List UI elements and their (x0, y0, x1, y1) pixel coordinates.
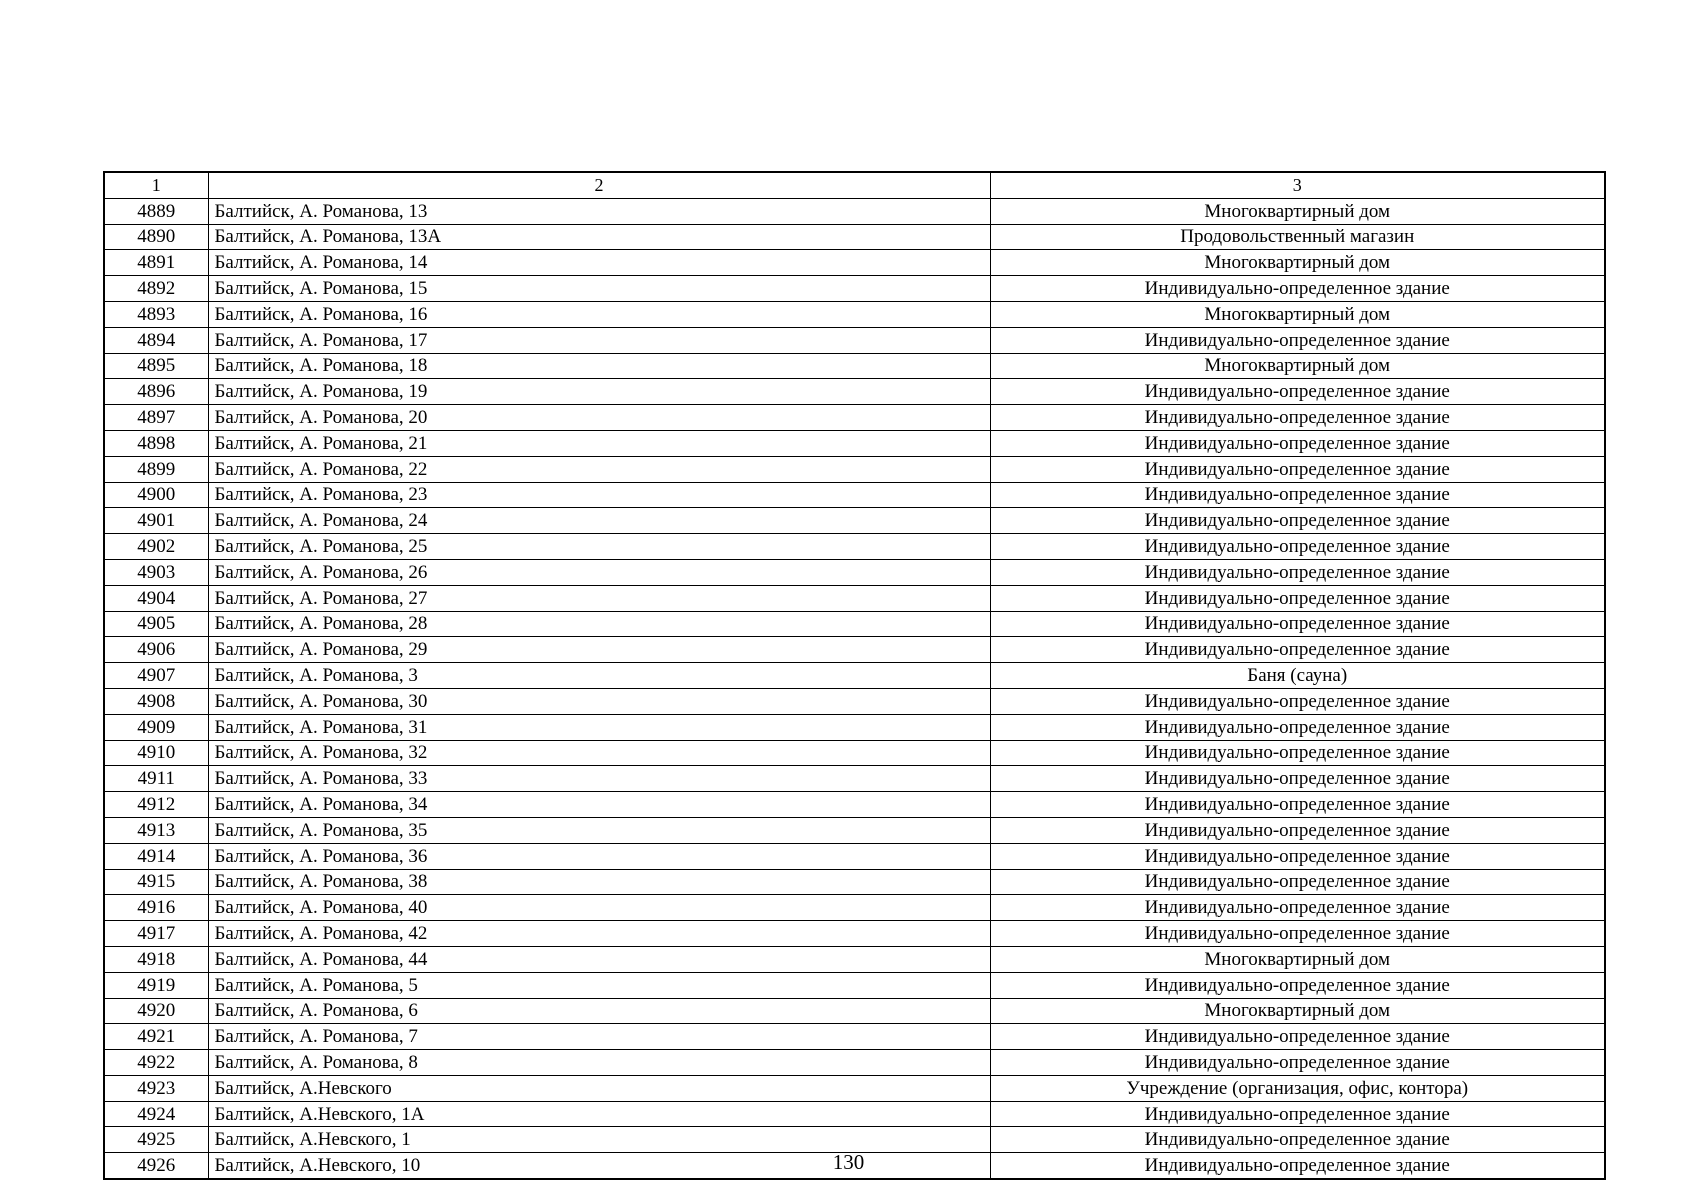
row-number-cell: 4915 (104, 869, 208, 895)
address-cell: Балтийск, А. Романова, 23 (208, 482, 990, 508)
row-number-cell: 4914 (104, 843, 208, 869)
table-row (104, 688, 1605, 714)
object-type-cell: Индивидуально-определенное здание (990, 792, 1605, 818)
address-cell: Балтийск, А. Романова, 32 (208, 740, 990, 766)
row-number-cell: 4912 (104, 792, 208, 818)
table-row (104, 1075, 1605, 1101)
object-type-cell: Индивидуально-определенное здание (990, 559, 1605, 585)
object-type-cell: Индивидуально-определенное здание (990, 688, 1605, 714)
address-cell: Балтийск, А. Романова, 15 (208, 276, 990, 302)
row-number-cell: 4923 (104, 1075, 208, 1101)
address-cell: Балтийск, А. Романова, 24 (208, 508, 990, 534)
row-number-cell: 4896 (104, 379, 208, 405)
object-type-cell: Многоквартирный дом (990, 250, 1605, 276)
registry-table (103, 171, 1606, 1180)
table-row (104, 611, 1605, 637)
address-cell: Балтийск, А. Романова, 13 (208, 198, 990, 224)
address-cell: Балтийск, А. Романова, 8 (208, 1050, 990, 1076)
address-cell: Балтийск, А. Романова, 25 (208, 534, 990, 560)
table-row (104, 534, 1605, 560)
address-cell: Балтийск, А. Романова, 22 (208, 456, 990, 482)
object-type-cell: Индивидуально-определенное здание (990, 585, 1605, 611)
column-number-row (104, 172, 1605, 198)
registry-table-body (104, 172, 1605, 1179)
address-cell: Балтийск, А. Романова, 36 (208, 843, 990, 869)
table-row (104, 714, 1605, 740)
table-row (104, 379, 1605, 405)
address-cell: Балтийск, А. Романова, 30 (208, 688, 990, 714)
row-number-cell: 4926 (104, 1153, 208, 1179)
object-type-cell: Индивидуально-определенное здание (990, 972, 1605, 998)
object-type-cell: Индивидуально-определенное здание (990, 508, 1605, 534)
object-type-cell: Индивидуально-определенное здание (990, 766, 1605, 792)
row-number-cell: 4893 (104, 301, 208, 327)
object-type-cell: Индивидуально-определенное здание (990, 1153, 1605, 1179)
page-number: 130 (832, 1150, 865, 1174)
address-cell: Балтийск, А.Невского (208, 1075, 990, 1101)
object-type-cell: Индивидуально-определенное здание (990, 534, 1605, 560)
object-type-cell: Индивидуально-определенное здание (990, 405, 1605, 431)
address-cell: Балтийск, А. Романова, 31 (208, 714, 990, 740)
address-cell: Балтийск, А. Романова, 42 (208, 921, 990, 947)
row-number-cell: 4909 (104, 714, 208, 740)
object-type-cell: Индивидуально-определенное здание (990, 430, 1605, 456)
address-cell: Балтийск, А. Романова, 19 (208, 379, 990, 405)
object-type-cell: Многоквартирный дом (990, 301, 1605, 327)
row-number-cell: 4917 (104, 921, 208, 947)
table-row (104, 921, 1605, 947)
table-row (104, 585, 1605, 611)
address-cell: Балтийск, А. Романова, 44 (208, 946, 990, 972)
address-cell: Балтийск, А.Невского, 1А (208, 1101, 990, 1127)
table-row (104, 1024, 1605, 1050)
row-number-cell: 4901 (104, 508, 208, 534)
table-row (104, 792, 1605, 818)
address-cell: Балтийск, А. Романова, 33 (208, 766, 990, 792)
row-number-cell: 4919 (104, 972, 208, 998)
table-row (104, 301, 1605, 327)
table-row (104, 430, 1605, 456)
table-row (104, 456, 1605, 482)
address-cell: Балтийск, А.Невского, 1 (208, 1127, 990, 1153)
object-type-cell: Индивидуально-определенное здание (990, 456, 1605, 482)
object-type-cell: Индивидуально-определенное здание (990, 1127, 1605, 1153)
object-type-cell: Индивидуально-определенное здание (990, 869, 1605, 895)
row-number-cell: 4921 (104, 1024, 208, 1050)
row-number-cell: 4918 (104, 946, 208, 972)
table-row (104, 740, 1605, 766)
row-number-cell: 4916 (104, 895, 208, 921)
object-type-cell: Многоквартирный дом (990, 353, 1605, 379)
object-type-cell: Индивидуально-определенное здание (990, 895, 1605, 921)
row-number-cell: 4925 (104, 1127, 208, 1153)
object-type-cell: Индивидуально-определенное здание (990, 327, 1605, 353)
row-number-cell: 4902 (104, 534, 208, 560)
object-type-cell: Индивидуально-определенное здание (990, 482, 1605, 508)
column-number-1: 1 (104, 172, 208, 198)
table-row (104, 276, 1605, 302)
table-row (104, 1101, 1605, 1127)
address-cell: Балтийск, А. Романова, 40 (208, 895, 990, 921)
row-number-cell: 4897 (104, 405, 208, 431)
address-cell: Балтийск, А. Романова, 14 (208, 250, 990, 276)
table-row (104, 946, 1605, 972)
column-number-2: 2 (208, 172, 990, 198)
row-number-cell: 4913 (104, 817, 208, 843)
object-type-cell: Индивидуально-определенное здание (990, 921, 1605, 947)
table-row (104, 998, 1605, 1024)
table-row (104, 508, 1605, 534)
object-type-cell: Индивидуально-определенное здание (990, 714, 1605, 740)
row-number-cell: 4903 (104, 559, 208, 585)
address-cell: Балтийск, А. Романова, 6 (208, 998, 990, 1024)
address-cell: Балтийск, А. Романова, 27 (208, 585, 990, 611)
object-type-cell: Многоквартирный дом (990, 998, 1605, 1024)
address-cell: Балтийск, А.Невского, 10 (208, 1153, 990, 1179)
table-row (104, 198, 1605, 224)
row-number-cell: 4899 (104, 456, 208, 482)
row-number-cell: 4905 (104, 611, 208, 637)
table-row (104, 843, 1605, 869)
object-type-cell: Индивидуально-определенное здание (990, 817, 1605, 843)
row-number-cell: 4891 (104, 250, 208, 276)
address-cell: Балтийск, А. Романова, 38 (208, 869, 990, 895)
row-number-cell: 4924 (104, 1101, 208, 1127)
table-row (104, 637, 1605, 663)
object-type-cell: Индивидуально-определенное здание (990, 611, 1605, 637)
row-number-cell: 4906 (104, 637, 208, 663)
address-cell: Балтийск, А. Романова, 34 (208, 792, 990, 818)
address-cell: Балтийск, А. Романова, 13А (208, 224, 990, 250)
object-type-cell: Индивидуально-определенное здание (990, 740, 1605, 766)
object-type-cell: Многоквартирный дом (990, 946, 1605, 972)
column-number-3: 3 (990, 172, 1605, 198)
table-row (104, 250, 1605, 276)
table-row (104, 766, 1605, 792)
row-number-cell: 4922 (104, 1050, 208, 1076)
row-number-cell: 4920 (104, 998, 208, 1024)
address-cell: Балтийск, А. Романова, 5 (208, 972, 990, 998)
row-number-cell: 4895 (104, 353, 208, 379)
address-cell: Балтийск, А. Романова, 29 (208, 637, 990, 663)
object-type-cell: Продовольственный магазин (990, 224, 1605, 250)
table-row (104, 327, 1605, 353)
address-cell: Балтийск, А. Романова, 28 (208, 611, 990, 637)
row-number-cell: 4894 (104, 327, 208, 353)
row-number-cell: 4900 (104, 482, 208, 508)
table-row (104, 353, 1605, 379)
table-row (104, 663, 1605, 689)
row-number-cell: 4904 (104, 585, 208, 611)
object-type-cell: Индивидуально-определенное здание (990, 843, 1605, 869)
address-cell: Балтийск, А. Романова, 35 (208, 817, 990, 843)
table-row (104, 224, 1605, 250)
table-row (104, 869, 1605, 895)
object-type-cell: Баня (сауна) (990, 663, 1605, 689)
object-type-cell: Индивидуально-определенное здание (990, 637, 1605, 663)
table-row (104, 817, 1605, 843)
address-cell: Балтийск, А. Романова, 21 (208, 430, 990, 456)
table-row (104, 1127, 1605, 1153)
object-type-cell: Индивидуально-определенное здание (990, 1101, 1605, 1127)
row-number-cell: 4889 (104, 198, 208, 224)
row-number-cell: 4908 (104, 688, 208, 714)
address-cell: Балтийск, А. Романова, 7 (208, 1024, 990, 1050)
row-number-cell: 4890 (104, 224, 208, 250)
address-cell: Балтийск, А. Романова, 16 (208, 301, 990, 327)
row-number-cell: 4910 (104, 740, 208, 766)
row-number-cell: 4898 (104, 430, 208, 456)
table-row (104, 1050, 1605, 1076)
table-row (104, 482, 1605, 508)
address-cell: Балтийск, А. Романова, 18 (208, 353, 990, 379)
table-row (104, 972, 1605, 998)
object-type-cell: Индивидуально-определенное здание (990, 1024, 1605, 1050)
table-row (104, 405, 1605, 431)
row-number-cell: 4892 (104, 276, 208, 302)
table-row (104, 559, 1605, 585)
object-type-cell: Индивидуально-определенное здание (990, 379, 1605, 405)
row-number-cell: 4911 (104, 766, 208, 792)
object-type-cell: Учреждение (организация, офис, контора) (990, 1075, 1605, 1101)
address-cell: Балтийск, А. Романова, 3 (208, 663, 990, 689)
object-type-cell: Индивидуально-определенное здание (990, 276, 1605, 302)
object-type-cell: Многоквартирный дом (990, 198, 1605, 224)
address-cell: Балтийск, А. Романова, 20 (208, 405, 990, 431)
address-cell: Балтийск, А. Романова, 17 (208, 327, 990, 353)
address-cell: Балтийск, А. Романова, 26 (208, 559, 990, 585)
object-type-cell: Индивидуально-определенное здание (990, 1050, 1605, 1076)
row-number-cell: 4907 (104, 663, 208, 689)
table-row (104, 895, 1605, 921)
